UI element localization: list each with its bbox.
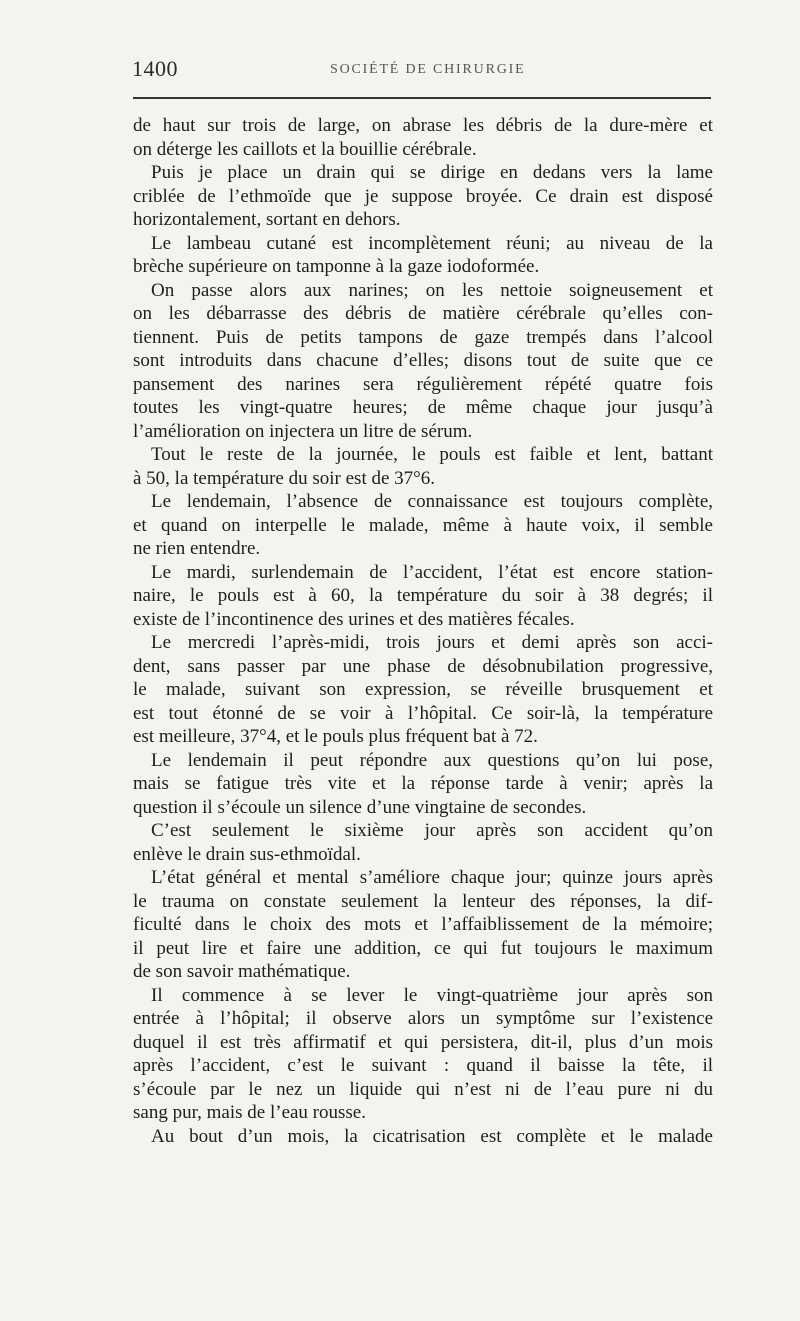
text-line: horizontalement, sortant en dehors. [133,209,401,230]
text-line: est tout étonné de se voir à l’hôpital. Ce soir-là, la température [133,702,713,724]
text-line: ficulté dans le choix des mots et l’affaiblissement de la mémoire; [133,914,713,935]
text-line: dent, sans passer par une phase de désobnubilation progressive, [133,655,713,677]
text-line: L’état général et mental s’améliore chaque jour; quinze jours après [151,867,713,888]
text-line: sont introduits dans chacune d’elles; disons tout de suite que ce [133,350,713,371]
running-title: SOCIÉTÉ DE CHIRURGIE [330,62,526,77]
text-line: le malade, suivant son expression, se réveille brusquement et [133,679,713,700]
text-line: criblée de l’ethmoïde que je suppose broyée. Ce drain est disposé [133,185,713,207]
text-line: C’est seulement le sixième jour après son accident qu’on [151,820,713,841]
text-line: Puis je place un drain qui se dirige en dedans vers la lame [151,162,713,183]
text-line: Le lendemain, l’absence de connaissance est toujours complète, [151,491,713,512]
text-line: Le lambeau cutané est incomplètement réuni; au niveau de la [151,232,713,254]
page-header [132,56,712,86]
text-line: entrée à l’hôpital; il observe alors un symptôme sur l’existence [133,1008,713,1029]
body-text [133,114,713,1148]
text-line: l’amélioration on injectera un litre de sérum. [133,420,473,442]
text-line: naire, le pouls est à 60, la température du soir à 38 degrés; il [133,585,713,606]
text-line: pansement des narines sera régulièrement répété quatre fois [133,373,713,395]
text-line: le trauma on constate seulement la lenteur des réponses, la dif- [133,890,713,912]
text-line: et quand on interpelle le malade, même à haute voix, il semble [133,514,713,536]
text-line: il peut lire et faire une addition, ce qui fut toujours le maximum [133,937,713,959]
text-line: toutes les vingt-quatre heures; de même chaque jour jusqu’à [133,397,713,418]
text-line: Il commence à se lever le vingt-quatrième jour après son [151,984,713,1006]
text-line: ne rien entendre. [133,538,261,559]
header-rule [133,97,711,99]
text-line: enlève le drain sus-ethmoïdal. [133,843,361,865]
page-number: 1400 [132,56,178,81]
text-line: sang pur, mais de l’eau rousse. [133,1102,366,1123]
text-line: après l’accident, c’est le suivant : quand il baisse la tête, il [133,1055,713,1076]
text-line: Le mercredi l’après-midi, trois jours et demi après son acci- [151,632,713,653]
text-line: s’écoule par le nez un liquide qui n’est ni de l’eau pure ni du [133,1078,713,1100]
text-line: mais se fatigue très vite et la réponse tarde à venir; après la [133,773,713,794]
text-line: on les débarrasse des débris de matière cérébrale qu’elles con- [133,303,713,324]
text-line: brèche supérieure on tamponne à la gaze iodoformée. [133,256,540,277]
text-line: question il s’écoule un silence d’une vingtaine de secondes. [133,796,587,818]
text-line: Le mardi, surlendemain de l’accident, l’état est encore station- [151,561,713,583]
text-line: est meilleure, 37°4, et le pouls plus fréquent bat à 72. [133,726,538,747]
text-line: tiennent. Puis de petits tampons de gaze trempés dans l’alcool [133,326,713,348]
text-line: de haut sur trois de large, on abrase les débris de la dure-mère et [133,115,713,136]
text-line: on déterge les caillots et la bouillie cérébrale. [133,138,477,160]
text-line: On passe alors aux narines; on les nettoie soigneusement et [151,279,713,301]
text-line: Le lendemain il peut répondre aux questions qu’on lui pose, [151,749,713,771]
text-line: Au bout d’un mois, la cicatrisation est complète et le malade [151,1125,713,1147]
text-line: Tout le reste de la journée, le pouls est faible et lent, battant [151,444,713,465]
text-line: de son savoir mathématique. [133,961,351,982]
text-line: à 50, la température du soir est de 37°6. [133,467,436,489]
text-line: duquel il est très affirmatif et qui persistera, dit-il, plus d’un mois [133,1031,713,1053]
text-line: existe de l’incontinence des urines et des matières fécales. [133,608,575,630]
